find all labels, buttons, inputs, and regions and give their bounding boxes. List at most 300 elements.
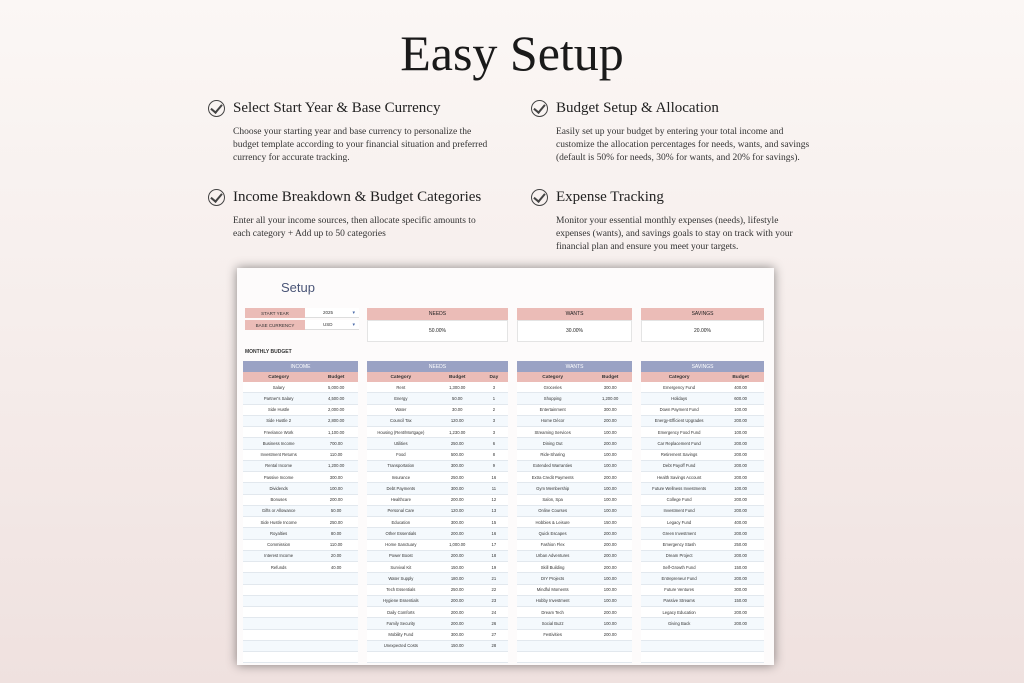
table-row (367, 573, 508, 584)
table-cell[interactable]: 8 (492, 452, 496, 458)
table-cell[interactable]: 200.00 (450, 553, 464, 559)
table-cell[interactable]: Dream Tech (541, 609, 564, 615)
table-cell[interactable]: 200.00 (734, 474, 748, 480)
table-cell[interactable]: 120.00 (450, 418, 464, 424)
table-cell[interactable]: Emergency Food Fund (657, 429, 701, 435)
table-cell[interactable]: Online Courses (538, 508, 568, 514)
table-cell[interactable]: 200.00 (603, 632, 617, 638)
table-row (641, 416, 764, 427)
table-cell[interactable]: 300.00 (450, 485, 464, 491)
table-cell[interactable]: Education (391, 519, 411, 525)
table-cell[interactable]: Emergency Fund (663, 384, 696, 390)
table-cell[interactable]: Groceries (543, 384, 562, 390)
table-cell[interactable]: 100.00 (603, 587, 617, 593)
table-row (517, 483, 632, 494)
table-cell[interactable] (314, 585, 358, 595)
table-cell[interactable]: Water Supply (388, 575, 414, 581)
table-cell[interactable]: 100.00 (603, 463, 617, 469)
table-cell[interactable]: Tech Essentials (386, 587, 416, 593)
table-cell[interactable]: 11 (491, 485, 497, 491)
table-cell[interactable]: Council Tax (390, 418, 412, 424)
table-row (517, 596, 632, 607)
table-cell[interactable]: 21 (491, 575, 497, 581)
table-cell[interactable]: 27 (491, 632, 497, 638)
table-cell[interactable]: 200.00 (734, 440, 748, 446)
table-cell[interactable]: 300.00 (734, 587, 748, 593)
table-row (367, 427, 508, 438)
table-cell[interactable]: 100.00 (603, 508, 617, 514)
table-row (517, 506, 632, 517)
table-cell[interactable]: 600.00 (734, 395, 748, 401)
table-cell[interactable]: Mindful Moments (536, 587, 569, 593)
table-row (517, 450, 632, 461)
table-cell[interactable]: 24 (491, 609, 497, 615)
table-cell[interactable]: 23 (491, 598, 497, 604)
table-cell[interactable] (314, 607, 358, 617)
table-cell[interactable]: 100.00 (603, 497, 617, 503)
table-row (243, 528, 358, 539)
table-row (367, 517, 508, 528)
table-cell[interactable]: Future Ventures (664, 587, 695, 593)
table-cell[interactable]: Dream Project (665, 553, 693, 559)
table-cell[interactable]: 150.00 (450, 564, 464, 570)
table-cell[interactable]: 15 (491, 519, 497, 525)
table-cell[interactable]: 20.00 (330, 553, 342, 559)
table-row (243, 585, 358, 596)
table-row (367, 461, 508, 472)
table-cell[interactable] (314, 596, 358, 606)
table-row (243, 472, 358, 483)
table-cell[interactable]: Social Buzz (541, 620, 564, 626)
table-cell[interactable]: Holidays (671, 395, 688, 401)
table-cell[interactable]: 100.00 (603, 598, 617, 604)
table-cell[interactable]: Extended Warranties (533, 463, 573, 469)
table-row (367, 652, 508, 663)
table-row (243, 641, 358, 652)
table-cell[interactable] (243, 573, 314, 583)
table-cell[interactable]: 300.00 (329, 474, 343, 480)
table-cell[interactable]: Survival Kit (390, 564, 412, 570)
table-row (517, 416, 632, 427)
table-cell[interactable]: 3 (492, 418, 496, 424)
spreadsheet-preview (237, 268, 774, 665)
wants-table (517, 361, 632, 663)
table-cell[interactable]: 150.00 (734, 564, 748, 570)
checkmark-icon (208, 100, 225, 117)
table-cell[interactable] (314, 573, 358, 583)
table-row (641, 450, 764, 461)
table-cell[interactable]: Power Boost (388, 553, 413, 559)
table-cell[interactable]: 200.00 (603, 564, 617, 570)
start-year-select[interactable]: 2025 ▾ (305, 308, 359, 318)
table-cell[interactable]: 22 (491, 587, 497, 593)
table-row (367, 506, 508, 517)
table-cell[interactable]: 200.00 (450, 598, 464, 604)
table-cell[interactable]: Self-Growth Fund (662, 564, 696, 570)
table-cell[interactable]: 200.00 (603, 530, 617, 536)
table-body (641, 382, 764, 663)
table-row (243, 382, 358, 393)
table-cell[interactable]: Energy (394, 395, 408, 401)
table-cell[interactable]: Legacy Education (662, 609, 696, 615)
table-cell[interactable]: Festivities (543, 632, 562, 638)
table-row (517, 652, 632, 663)
table-cell[interactable]: Investment Returns (260, 452, 297, 458)
table-row (517, 618, 632, 629)
table-cell[interactable]: 200.00 (603, 609, 617, 615)
table-cell[interactable]: Personal Care (387, 508, 415, 514)
table-cell[interactable]: 200.00 (329, 497, 343, 503)
table-cell[interactable]: Giving Back (667, 620, 691, 626)
table-cell[interactable]: 100.00 (603, 485, 617, 491)
table-cell[interactable] (480, 652, 508, 662)
table-cell[interactable]: Side Hustle (267, 407, 290, 413)
table-cell[interactable]: 18 (491, 553, 497, 559)
table-cell[interactable] (717, 641, 764, 651)
table-cell[interactable]: Gifts or Allowance (261, 508, 296, 514)
table-cell[interactable]: 100.00 (329, 485, 343, 491)
table-cell[interactable]: 9 (492, 463, 496, 469)
table-cell[interactable]: 1 (492, 395, 496, 401)
table-cell[interactable]: 400.00 (734, 384, 748, 390)
table-cell[interactable]: 16 (491, 474, 497, 480)
table-cell[interactable]: Family Security (386, 620, 416, 626)
table-cell[interactable]: Streaming Services (534, 429, 571, 435)
table-row (517, 607, 632, 618)
table-cell[interactable]: 6 (492, 440, 496, 446)
table-cell[interactable]: Green Investment (662, 530, 696, 536)
table-cell[interactable]: 12 (491, 497, 497, 503)
table-cell[interactable]: 200.00 (603, 474, 617, 480)
table-cell[interactable]: 300.00 (450, 463, 464, 469)
table-row (243, 461, 358, 472)
feature-income (208, 189, 488, 241)
table-cell[interactable]: 16 (491, 530, 497, 536)
table-row (517, 585, 632, 596)
column-header: Budget (327, 374, 345, 380)
table-cell[interactable]: 200.00 (450, 620, 464, 626)
table-cell[interactable] (243, 585, 314, 595)
feature-desc: Monitor your essential monthly expenses (needs), lifestyle expenses (wants), and savings goals to stay on track with your financial plan and ensure you meet your targets. (556, 216, 793, 252)
table-cell[interactable] (588, 641, 632, 651)
table-cell[interactable]: Car Replacement Fund (657, 440, 701, 446)
table-cell[interactable]: 200.00 (734, 508, 748, 514)
table-cell[interactable]: Quick Escapes (538, 530, 567, 536)
table-cell[interactable]: Ride-Sharing (540, 452, 565, 458)
table-cell[interactable]: Daily Comforts (387, 609, 415, 615)
table-cell[interactable]: 250.00 (450, 587, 464, 593)
table-cell[interactable]: 200.00 (603, 542, 617, 548)
table-cell[interactable] (314, 641, 358, 651)
table-row (367, 630, 508, 641)
table-row (367, 438, 508, 449)
table-cell[interactable]: Royalties (270, 530, 288, 536)
table-cell[interactable]: Healthcare (390, 497, 411, 503)
table-row (517, 573, 632, 584)
table-cell[interactable]: 300.00 (450, 519, 464, 525)
table-cell[interactable]: 300.00 (603, 407, 617, 413)
table-cell[interactable]: Debt Payments (386, 485, 416, 491)
table-cell[interactable]: 50.00 (330, 508, 342, 514)
table-cell[interactable] (243, 596, 314, 606)
table-cell[interactable]: Future Wellness Investments (652, 485, 707, 491)
table-cell[interactable]: Rental Income (265, 463, 293, 469)
table-cell[interactable]: 200.00 (450, 530, 464, 536)
table-cell[interactable] (641, 630, 717, 640)
table-cell[interactable]: 1,200.00 (601, 395, 619, 401)
table-cell[interactable]: Home Décor (540, 418, 565, 424)
table-row (641, 472, 764, 483)
table-cell[interactable]: Refunds (270, 564, 287, 570)
table-cell[interactable]: 100.00 (603, 429, 617, 435)
table-row (517, 517, 632, 528)
table-cell[interactable]: 100.00 (603, 575, 617, 581)
table-cell[interactable]: 200.00 (603, 553, 617, 559)
start-year-label: START YEAR (245, 308, 305, 318)
table-cell[interactable]: 250.00 (450, 474, 464, 480)
table-cell[interactable]: Bonuses (270, 497, 287, 503)
table-cell[interactable]: 200.00 (734, 530, 748, 536)
table-row (517, 427, 632, 438)
alloc-value[interactable]: 30.00% (517, 320, 632, 342)
column-headers (367, 372, 508, 382)
table-cell[interactable]: 150.00 (734, 598, 748, 604)
table-cell[interactable]: 200.00 (603, 418, 617, 424)
feature-title: Select Start Year & Base Currency (233, 100, 441, 116)
table-cell[interactable]: 2 (492, 407, 496, 413)
table-cell[interactable]: Salary (272, 384, 285, 390)
table-cell[interactable]: Hobby Investment (535, 598, 570, 604)
table-cell[interactable]: 200.00 (734, 418, 748, 424)
table-cell[interactable]: 1,300.00 (449, 384, 466, 390)
table-row (641, 540, 764, 551)
table-cell[interactable]: 100.00 (734, 485, 748, 491)
currency-select[interactable]: USD ▾ (305, 320, 359, 330)
table-cell[interactable]: 19 (491, 564, 497, 570)
table-cell[interactable]: 1,200.00 (327, 463, 345, 469)
table-cell[interactable]: 5,000.00 (327, 384, 345, 390)
table-cell[interactable]: 28 (491, 643, 497, 649)
table-cell[interactable]: 200.00 (734, 452, 748, 458)
table-cell[interactable]: Dining Out (542, 440, 563, 446)
table-cell[interactable]: Insurance (391, 474, 411, 480)
table-cell[interactable]: Down Payment Fund (659, 407, 699, 413)
page-title: Easy Setup (400, 25, 624, 81)
table-cell[interactable] (641, 652, 717, 662)
currency-label: BASE CURRENCY (245, 320, 305, 330)
table-cell[interactable]: 120.00 (450, 508, 464, 514)
table-cell[interactable]: Side Hustle 2 (266, 418, 292, 424)
table-cell[interactable]: 30.00 (451, 407, 463, 413)
table-cell[interactable]: Entrepreneur Fund (661, 575, 697, 581)
table-cell[interactable]: Salon, Spa (542, 497, 563, 503)
table-row (243, 551, 358, 562)
table-cell[interactable]: 300.00 (450, 632, 464, 638)
table-cell[interactable]: Gym Membership (536, 485, 570, 491)
table-cell[interactable]: 13 (491, 508, 497, 514)
table-cell[interactable]: 180.00 (450, 575, 464, 581)
table-cell[interactable] (243, 641, 314, 651)
table-cell[interactable]: 200.00 (734, 497, 748, 503)
table-cell[interactable]: 2,800.00 (327, 418, 345, 424)
table-cell[interactable]: 100.00 (603, 452, 617, 458)
checkmark-icon (531, 100, 548, 117)
table-cell[interactable]: 150.00 (603, 519, 617, 525)
table-cell[interactable] (517, 641, 588, 651)
table-row (641, 517, 764, 528)
table-cell[interactable]: 250.00 (450, 440, 464, 446)
table-cell[interactable]: Commission (267, 542, 291, 548)
table-cell[interactable]: Food (396, 452, 406, 458)
table-row (367, 596, 508, 607)
table-cell[interactable] (314, 618, 358, 628)
table-cell[interactable]: 200.00 (603, 440, 617, 446)
table-cell[interactable]: Home Sanctuary (385, 542, 417, 548)
table-header: NEEDS (367, 361, 508, 372)
table-row (641, 585, 764, 596)
table-cell[interactable]: 17 (491, 542, 497, 548)
table-cell[interactable] (243, 652, 314, 662)
table-cell[interactable]: Retirement Savings (660, 452, 698, 458)
table-cell[interactable]: College Fund (666, 497, 692, 503)
table-cell[interactable]: 250.00 (734, 542, 748, 548)
table-cell[interactable]: DIY Projects (541, 575, 565, 581)
table-cell[interactable]: 2,000.00 (327, 407, 345, 413)
table-cell[interactable]: Utilities (394, 440, 408, 446)
table-cell[interactable]: 50.00 (451, 395, 463, 401)
table-header: SAVINGS (641, 361, 764, 372)
table-row (243, 607, 358, 618)
table-cell[interactable]: 200.00 (450, 609, 464, 615)
table-cell[interactable]: 400.00 (734, 519, 748, 525)
monthly-budget-label: MONTHLY BUDGET (245, 349, 292, 355)
table-cell[interactable]: 200.00 (450, 497, 464, 503)
table-cell[interactable]: Health Savings Account (657, 474, 702, 480)
table-row (641, 607, 764, 618)
table-cell[interactable] (717, 652, 764, 662)
table-cell[interactable]: Skill Building (540, 564, 565, 570)
column-header: Category (390, 374, 412, 380)
table-cell[interactable]: 4,500.00 (327, 395, 345, 401)
table-cell[interactable]: 300.00 (603, 384, 617, 390)
table-cell[interactable]: 100.00 (734, 429, 748, 435)
table-row (641, 483, 764, 494)
table-cell[interactable]: 200.00 (734, 463, 748, 469)
column-header: Budget (601, 374, 619, 380)
table-cell[interactable] (367, 652, 435, 662)
table-row (517, 562, 632, 573)
table-cell[interactable]: 250.00 (329, 519, 343, 525)
table-cell[interactable]: 1,230.00 (449, 429, 466, 435)
table-header: INCOME (243, 361, 358, 372)
table-row (367, 607, 508, 618)
table-cell[interactable] (435, 652, 480, 662)
table-cell[interactable]: Extra Credit Payments (531, 474, 574, 480)
table-cell[interactable] (243, 630, 314, 640)
table-cell[interactable] (717, 630, 764, 640)
table-cell[interactable] (517, 652, 588, 662)
table-cell[interactable]: Interest Income (264, 553, 294, 559)
table-cell[interactable]: Business Income (262, 440, 295, 446)
table-cell[interactable]: Hygiene Essentials (383, 598, 419, 604)
table-row (641, 405, 764, 416)
table-cell[interactable]: 200.00 (734, 620, 748, 626)
alloc-value[interactable]: 50.00% (367, 320, 508, 342)
table-cell[interactable]: 100.00 (603, 620, 617, 626)
table-cell[interactable]: Partner's Salary (263, 395, 294, 401)
table-cell[interactable]: Freelance Work (263, 429, 294, 435)
table-cell[interactable]: 200.00 (734, 609, 748, 615)
table-cell[interactable]: Rent (396, 384, 406, 390)
table-cell[interactable] (314, 652, 358, 662)
table-row (641, 596, 764, 607)
table-cell[interactable]: 40.00 (330, 564, 342, 570)
table-cell[interactable]: 80.00 (330, 530, 342, 536)
table-cell[interactable]: 110.00 (329, 542, 343, 548)
table-row (641, 495, 764, 506)
table-cell[interactable]: Passive Streams (663, 598, 695, 604)
table-cell[interactable]: Urban Adventures (535, 553, 570, 559)
table-cell[interactable] (243, 618, 314, 628)
table-cell[interactable]: Entertainment (539, 407, 566, 413)
table-cell[interactable]: 700.00 (329, 440, 343, 446)
table-cell[interactable] (588, 652, 632, 662)
table-cell[interactable]: Dividends (269, 485, 288, 491)
table-cell[interactable] (314, 630, 358, 640)
table-cell[interactable]: Water (395, 407, 407, 413)
table-cell[interactable]: Fashion Flex (540, 542, 565, 548)
table-row (243, 416, 358, 427)
table-cell[interactable]: Transportation (387, 463, 415, 469)
table-row (641, 573, 764, 584)
table-cell[interactable]: 150.00 (450, 643, 464, 649)
table-row (367, 495, 508, 506)
table-row (517, 540, 632, 551)
table-cell[interactable]: 1,000.00 (449, 542, 466, 548)
table-cell[interactable]: Housing (Rent/Mortgage) (377, 429, 425, 435)
table-cell[interactable] (243, 607, 314, 617)
table-cell[interactable]: Debt Payoff Fund (662, 463, 696, 469)
table-header: WANTS (517, 361, 632, 372)
alloc-value[interactable]: 20.00% (641, 320, 764, 342)
table-cell[interactable]: Passive Income (263, 474, 294, 480)
table-cell[interactable]: 200.00 (734, 575, 748, 581)
table-cell[interactable]: Hobbies & Leisure (535, 519, 570, 525)
table-cell[interactable]: 200.00 (734, 553, 748, 559)
table-cell[interactable]: Side Hustle Income (260, 519, 297, 525)
table-cell[interactable]: Emergency Stash (662, 542, 696, 548)
table-cell[interactable]: Investment Fund (663, 508, 695, 514)
table-cell[interactable]: Other Essentials (385, 530, 417, 536)
table-cell[interactable]: Energy-Efficient Upgrades (654, 418, 704, 424)
table-row (367, 472, 508, 483)
table-cell[interactable]: 3 (492, 429, 496, 435)
table-cell[interactable] (641, 641, 717, 651)
column-header: Category (268, 374, 290, 380)
feature-desc: Choose your starting year and base currency to personalize the budget template according to your financial situation and preferred currency for accurate tracking. (233, 127, 488, 163)
table-cell[interactable]: 110.00 (329, 452, 343, 458)
table-cell[interactable]: 500.00 (450, 452, 464, 458)
table-cell[interactable]: Legacy Fund (667, 519, 692, 525)
table-cell[interactable]: 1,100.00 (327, 429, 345, 435)
table-cell[interactable]: Shopping (543, 395, 562, 401)
table-cell[interactable]: Mobility Fund (388, 632, 414, 638)
table-cell[interactable]: Unexpected Costs (383, 643, 418, 649)
table-cell[interactable]: 26 (491, 620, 497, 626)
table-cell[interactable]: 100.00 (734, 407, 748, 413)
table-cell[interactable]: 3 (492, 384, 496, 390)
table-row (243, 405, 358, 416)
